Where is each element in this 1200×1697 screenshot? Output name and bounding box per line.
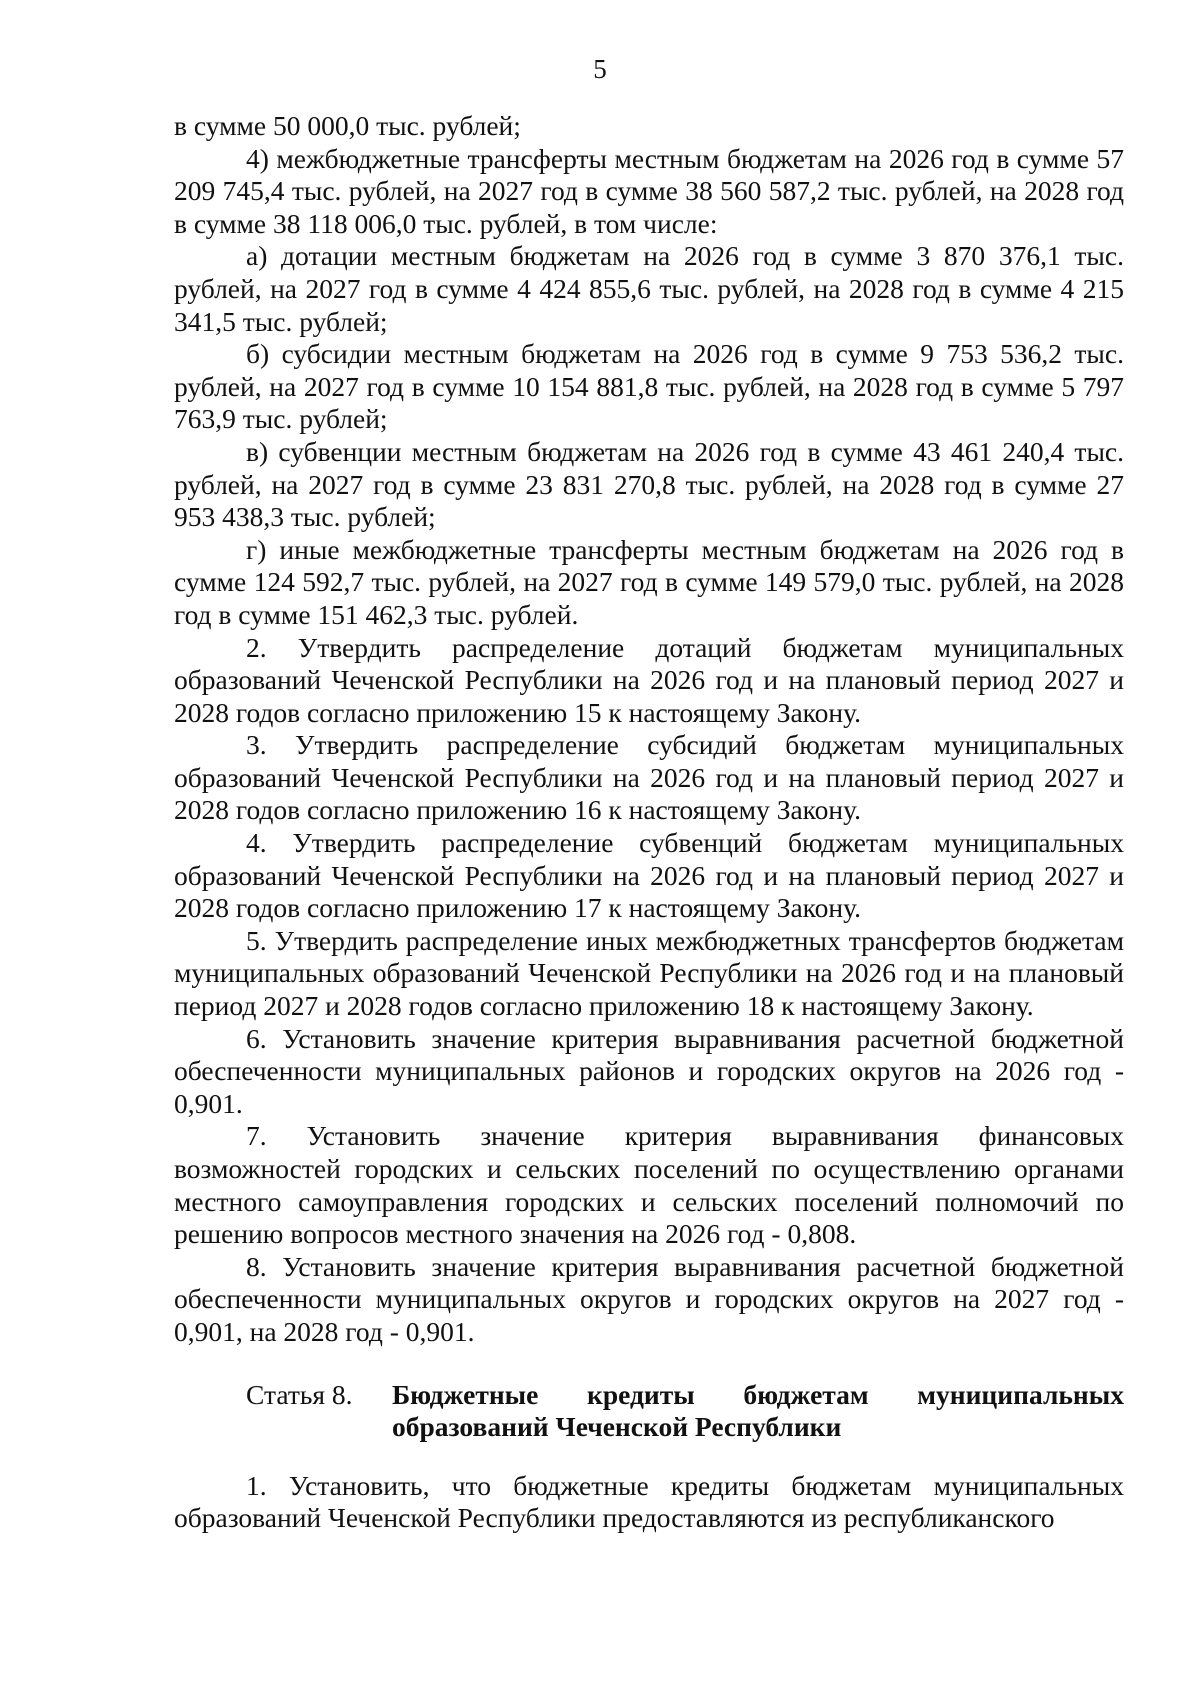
- paragraph-subitem-b: б) субсидии местным бюджетам на 2026 год в сумме 9 753 536,2 тыс. рублей, на 2027 год в сумме 10 154 881,8 тыс. рублей, на 2028 год в сумме 5 797 763,9 тыс. рублей;: [174, 338, 1124, 435]
- document-body: [174, 110, 1124, 1535]
- article-8-paragraph-1: 1. Установить, что бюджетные кредиты бюджетам муниципальных образований Чеченской Республики предоставляются из республиканского: [174, 1469, 1124, 1534]
- article-title: Бюджетные кредиты бюджетам муниципальных образований Чеченской Республики: [392, 1378, 1124, 1443]
- paragraph-subitem-v: в) субвенции местным бюджетам на 2026 год в сумме 43 461 240,4 тыс. рублей, на 2027 год в сумме 23 831 270,8 тыс. рублей, на 2028 год в сумме 27 953 438,3 тыс. рублей;: [174, 435, 1124, 533]
- paragraph-5: 5. Утвердить распределение иных межбюджетных трансфертов бюджетам муниципальных образований Чеченской Республики на 2026 год и на плановый период 2027 и 2028 годов согласно приложению 18 к настоящему Закону.: [174, 924, 1124, 1022]
- paragraph-8: 8. Установить значение критерия выравнивания расчетной бюджетной обеспеченности муниципальных округов и городских округов на 2027 год - 0,901, на 2028 год - 0,901.: [174, 1250, 1124, 1347]
- paragraph-item-4: 4) межбюджетные трансферты местным бюджетам на 2026 год в сумме 57 209 745,4 тыс. рублей, на 2027 год в сумме 38 560 587,2 тыс. рублей, на 2028 год в сумме 38 118 006,0 тыс. рублей, в том числе:: [174, 142, 1124, 239]
- paragraph-2: 2. Утвердить распределение дотаций бюджетам муниципальных образований Чеченской Республики на 2026 год и на плановый период 2027 и 2028 годов согласно приложению 15 к настоящему Закону.: [174, 631, 1124, 728]
- paragraph-3: 3. Утвердить распределение субсидий бюджетам муниципальных образований Чеченской Республики на 2026 год и на плановый период 2027 и 2028 годов согласно приложению 16 к настоящему Закону.: [174, 729, 1124, 826]
- page-number: 5: [593, 54, 607, 84]
- paragraph-4: 4. Утвердить распределение субвенций бюджетам муниципальных образований Чеченской Республики на 2026 год и на плановый период 2027 и 2028 годов согласно приложению 17 к настоящему Закону.: [174, 827, 1124, 924]
- article-label: Статья 8.: [246, 1378, 353, 1410]
- paragraph-7: 7. Установить значение критерия выравнивания финансовых возможностей городских и сельских поселений по осуществлению органами местного самоуправления городских и сельских поселений полномочий по решению вопросов местного значения на 2026 год - 0,808.: [174, 1120, 1124, 1250]
- paragraph-subitem-a: а) дотации местным бюджетам на 2026 год в сумме 3 870 376,1 тыс. рублей, на 2027 год в сумме 4 424 855,6 тыс. рублей, на 2028 год в сумме 4 215 341,5 тыс. рублей;: [174, 240, 1124, 337]
- article-heading: [174, 1379, 1124, 1444]
- paragraph-6: 6. Установить значение критерия выравнивания расчетной бюджетной обеспеченности муниципальных районов и городских округов на 2026 год - 0,901.: [174, 1022, 1124, 1119]
- paragraph-subitem-g: г) иные межбюджетные трансферты местным бюджетам на 2026 год в сумме 124 592,7 тыс. рублей, на 2027 год в сумме 149 579,0 тыс. рублей, на 2028 год в сумме 151 462,3 тыс. рублей.: [174, 533, 1124, 630]
- paragraph-continuation: в сумме 50 000,0 тыс. рублей;: [174, 110, 521, 141]
